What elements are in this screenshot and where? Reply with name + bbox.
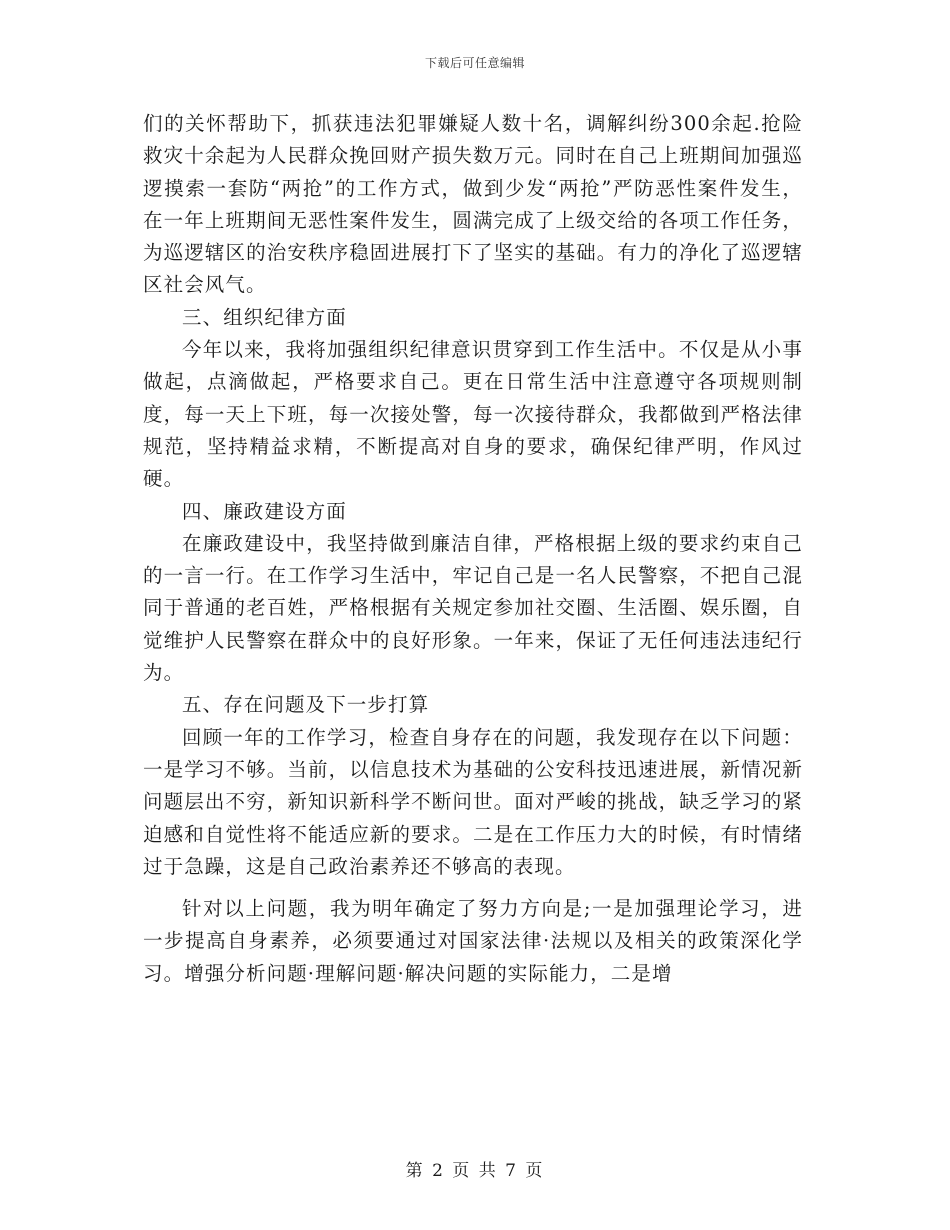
document-body (143, 108, 803, 990)
section-heading-integrity: 四、廉政建设方面 (182, 499, 347, 523)
paragraph-discipline: 今年以来，我将加强组织纪律意识贯穿到工作生活中。不仅是从小事做起，点滴做起，严格要求自己。更在日常生活中注意遵守各项规则制度，每一天上下班，每一次接处警，每一次接待群众，我都做到严格法律规范，坚持精益求精，不断提高对自身的要求，确保纪律严明，作风过硬。 (143, 338, 803, 491)
paragraph-patrol-results: 们的关怀帮助下，抓获违法犯罪嫌疑人数十名，调解纠纷300余起.抢险救灾十余起为人民群众挽回财产损失数万元。同时在自己上班期间加强巡逻摸索一套防“两抢”的工作方式，做到少发“两抢”严防恶性案件发生，在一年上班期间无恶性案件发生，圆满完成了上级交给的各项工作任务，为巡逻辖区的治安秩序稳固进展打下了坚实的基础。有力的净化了巡逻辖区社会风气。 (143, 112, 803, 297)
page-header: 下载后可任意编辑 (424, 56, 525, 70)
paragraph-integrity: 在廉政建设中，我坚持做到廉洁自律，严格根据上级的要求约束自己的一言一行。在工作学习生活中，牢记自己是一名人民警察，不把自己混同于普通的老百姓，严格根据有关规定参加社交圈、生活圈、娱乐圈，自觉维护人民警察在群众中的良好形象。一年来，保证了无任何违法违纪行为。 (143, 531, 803, 685)
paragraph-problems: 回顾一年的工作学习，检查自身存在的问题，我发现存在以下问题：一是学习不够。当前，以信息技术为基础的公安科技迅速进展，新情况新问题层出不穷，新知识新科学不断问世。面对严峻的挑战，缺乏学习的紧迫感和自觉性将不能适应新的要求。二是在工作压力大的时候，有时情绪过于急躁，这是自己政治素养还不够高的表现。 (143, 725, 803, 878)
paragraph-plans: 针对以上问题，我为明年确定了努力方向是;一是加强理论学习，进一步提高自身素养，必须要通过对国家法律·法规以及相关的政策深化学习。增强分析问题·理解问题·解决问题的实际能力，二是增 (143, 897, 803, 985)
section-heading-discipline: 三、组织纪律方面 (182, 305, 347, 329)
page-number: 第 2 页 共 7 页 (405, 1161, 545, 1181)
section-heading-problems: 五、存在问题及下一步打算 (182, 693, 430, 717)
